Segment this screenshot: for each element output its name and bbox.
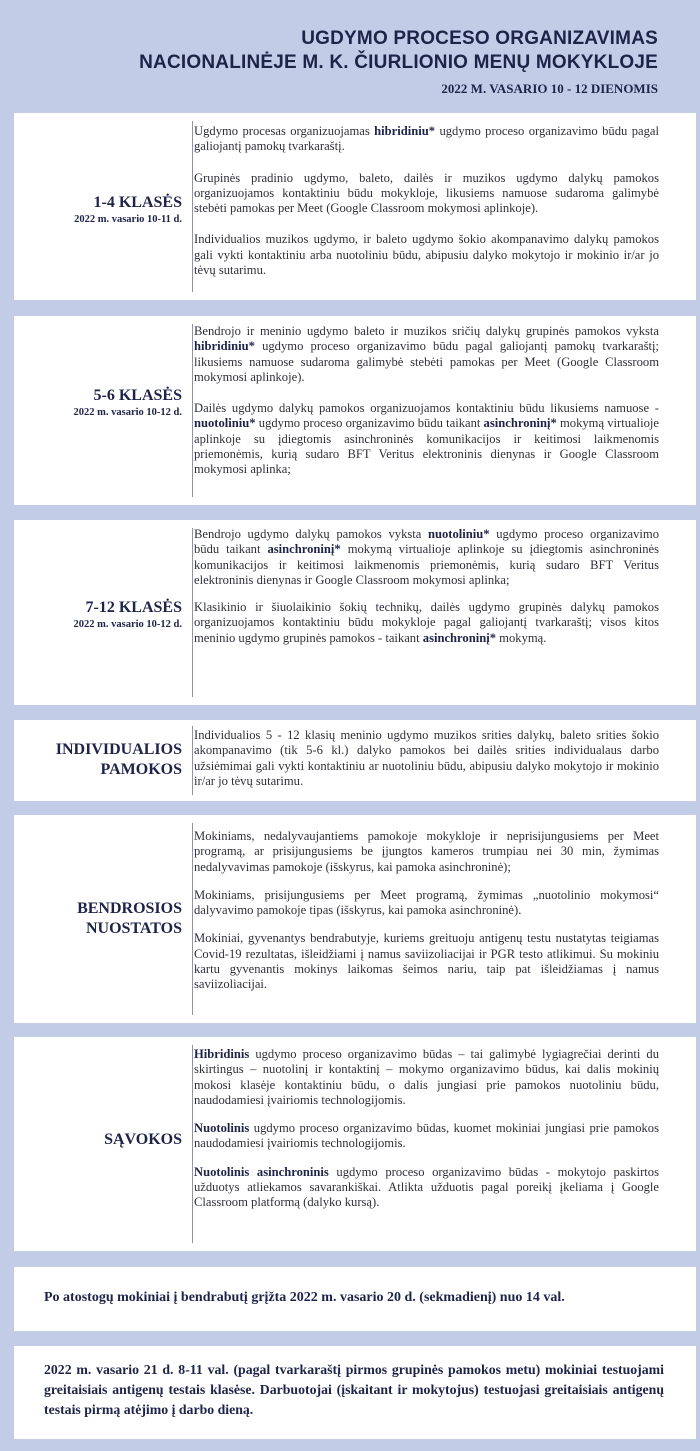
- notice-text: Po atostogų mokiniai į bendrabutį grįžta 2022 m. vasario 20 d. (sekmadienį) nuo 14 val.: [44, 1290, 565, 1305]
- section-general-provisions: [14, 815, 696, 1023]
- section-divider: [192, 1045, 193, 1243]
- section-title-line1: INDIVIDUALIOS: [55, 741, 182, 758]
- section-date: 2022 m. vasario 10-12 d.: [73, 407, 182, 418]
- section-label: [14, 899, 182, 939]
- section-individual-lessons: [14, 720, 696, 801]
- notice-dormitory-return: [14, 1267, 696, 1331]
- section-title-line1: BENDROSIOS: [77, 900, 182, 917]
- paragraph: Hibridinis ugdymo proceso organizavimo būdas – tai galimybė lygiagrečiai derinti du skirtingus – nuotolinį ir kontaktinį – mokymo organizavimo būdus, kai dalis mokinių mokosi klasėje kontaktiniu būdu, o dalis jungiasi prie pamokos nuotoliniu būdu, naudodamiesi įvairiomis technologijomis.: [194, 1047, 659, 1107]
- section-date: 2022 m. vasario 10-12 d.: [73, 619, 182, 630]
- section-label: [14, 740, 182, 780]
- page-title-line2: NACIONALINĖJE M. K. ČIURLIONIO MENŲ MOKYKLOJE: [139, 52, 658, 73]
- notice-text: 2022 m. vasario 21 d. 8-11 val. (pagal tvarkaraštį pirmos grupinės pamokos metu) mokiniai testuojami greitaisiais antigenų testais klasėse. Darbuotojai (įskaitant ir mokytojus) testuojasi greitaisiais antigenų testais pirmą atėjimo į darbo dieną.: [44, 1362, 664, 1417]
- paragraph: Nuotolinis ugdymo proceso organizavimo būdas, kuomet mokiniai jungiasi prie pamokos naudodamiesi įvairiomis technologijomis.: [194, 1121, 659, 1151]
- section-label: [14, 1130, 182, 1150]
- page-header: [14, 0, 700, 113]
- section-content: [194, 324, 659, 478]
- paragraph: Dailės ugdymo dalykų pamokos organizuojamos kontaktiniu būdu likusiems namuose - nuotoliniu* ugdymo proceso organizavimo būdu taikant asinchroninį* mokymą virtualioje aplinkoje su įdiegtomis asinchroninės komunikacijos ir keitimosi laikmenomis priemonėmis, kurią sudaro BFT Veritus elektroninis dienynas ir Google Classroom mokymosi aplinka;: [194, 401, 659, 477]
- section-label: [14, 598, 182, 632]
- section-label: [14, 386, 182, 420]
- section-date: 2022 m. vasario 10-11 d.: [74, 214, 182, 225]
- paragraph: Grupinės pradinio ugdymo, baleto, dailės ir muzikos ugdymo dalykų pamokos organizuojamos kontaktiniu būdu mokykloje, likusiems namuose sudaroma galimybė stebėti pamokas per Meet (Google Classroom mokymosi aplinkoje).: [194, 170, 659, 216]
- paragraph: Bendrojo ir meninio ugdymo baleto ir muzikos sričių dalykų grupinės pamokos vyksta hibridiniu* ugdymo proceso organizavimo būdu pagal galiojantį pamokų tvarkaraštį; likusiems namuose sudaroma galimybė stebėti pamokas per Meet (Google Classroom mokymosi aplinkoje).: [194, 324, 659, 384]
- notice-testing: [14, 1346, 696, 1439]
- section-divider: [192, 823, 193, 1015]
- section-content: [194, 124, 659, 278]
- section-label: [14, 193, 182, 227]
- paragraph: Klasikinio ir šiuolaikinio šokių technikų, dailės ugdymo grupinės dalykų pamokos organizuojamos kontaktiniu būdu mokykloje pagal galiojantį tvarkaraštį; visos kitos meninio ugdymo grupinės pamokos - taikant asinchroninį* mokymą.: [194, 600, 659, 645]
- section-title-line2: NUOSTATOS: [85, 920, 182, 937]
- paragraph: Individualios 5 - 12 klasių meninio ugdymo muzikos srities dalykų, baleto srities šokio akompanavimo (tik 5-6 kl.) dalyko pamokos bei dailės srities individualaus darbo užsiėmimai gali vykti kontaktiniu ar nuotoliniu būdu, abipusiu dalyko mokytojo ir mokinio ir/ar jo tėvų sutarimu.: [194, 728, 659, 788]
- paragraph: Mokiniai, gyvenantys bendrabutyje, kuriems greituoju antigenų testu nustatytas teigiamas Covid-19 rezultatas, išleidžiami į namus saviizoliacijai ir PGR testo atlikimui. Su mokiniu kartu gyvenantis mokinys laikomas šeimos nariu, taip pat išleidžiamas į namus saviizoliacijai.: [194, 931, 659, 992]
- section-content: [194, 1047, 659, 1211]
- section-content: [194, 527, 659, 646]
- paragraph: Mokiniams, prisijungusiems per Meet programą, žymimas „nuotolinio mokymosi“ dalyvavimo pamokoje tipas (išskyrus, kai pamoka asinchroninė).: [194, 887, 659, 918]
- section-title: 5-6 KLASĖS: [93, 387, 182, 404]
- page-title-line1: UGDYMO PROCESO ORGANIZAVIMAS: [301, 28, 658, 49]
- section-definitions: [14, 1037, 696, 1251]
- section-grades-7-12: [14, 520, 696, 705]
- section-title: 7-12 KLASĖS: [85, 599, 182, 616]
- page-dates: 2022 M. VASARIO 10 - 12 DIENOMIS: [441, 81, 658, 96]
- paragraph: Nuotolinis asinchroninis ugdymo proceso organizavimo būdas - mokytojo paskirtos užduotys atliekamos savarankiškai. Atlikta užduotis pagal poreikį įkeliama į Google Classroom platformą (dalyko kursą).: [194, 1164, 659, 1210]
- section-divider: [192, 528, 193, 697]
- section-title-line2: PAMOKOS: [100, 761, 182, 778]
- paragraph: Mokiniams, nedalyvaujantiems pamokoje mokykloje ir neprisijungusiems per Meet programą, ar prisijungusiems be įjungtos kameros trumpiau nei 30 min, žymimas nedalyvavimas pamokoje (išskyrus, kai pamoka asinchroninė);: [194, 829, 659, 874]
- section-grades-1-4: [14, 113, 696, 300]
- section-divider: [192, 726, 193, 795]
- section-divider: [192, 324, 193, 497]
- section-grades-5-6: [14, 316, 696, 505]
- paragraph: Individualios muzikos ugdymo, ir baleto ugdymo šokio akompanavimo dalykų pamokos gali vykti kontaktiniu arba nuotoliniu būdu, abipusiu dalyko mokytojo ir mokinio ir/ar jo tėvų sutarimu.: [194, 232, 659, 278]
- section-content: [194, 829, 659, 993]
- paragraph: Ugdymo procesas organizuojamas hibridiniu* ugdymo proceso organizavimo būdu pagal galiojantį pamokų tvarkaraštį.: [194, 124, 659, 154]
- section-divider: [192, 121, 193, 292]
- section-content: [194, 728, 659, 789]
- section-title: 1-4 KLASĖS: [93, 194, 182, 211]
- section-title: SĄVOKOS: [104, 1131, 182, 1148]
- paragraph: Bendrojo ugdymo dalykų pamokos vyksta nuotoliniu* ugdymo proceso organizavimo būdu taikant asinchroninį* mokymą virtualioje aplinkoje su įdiegtomis asinchroninės komunikacijos ir keitimosi laikmenomis priemonėmis, kurią sudaro BFT Veritus elektroninis dienynas ir Google Classroom mokymosi aplinka;: [194, 527, 659, 587]
- left-strip: [0, 0, 14, 1451]
